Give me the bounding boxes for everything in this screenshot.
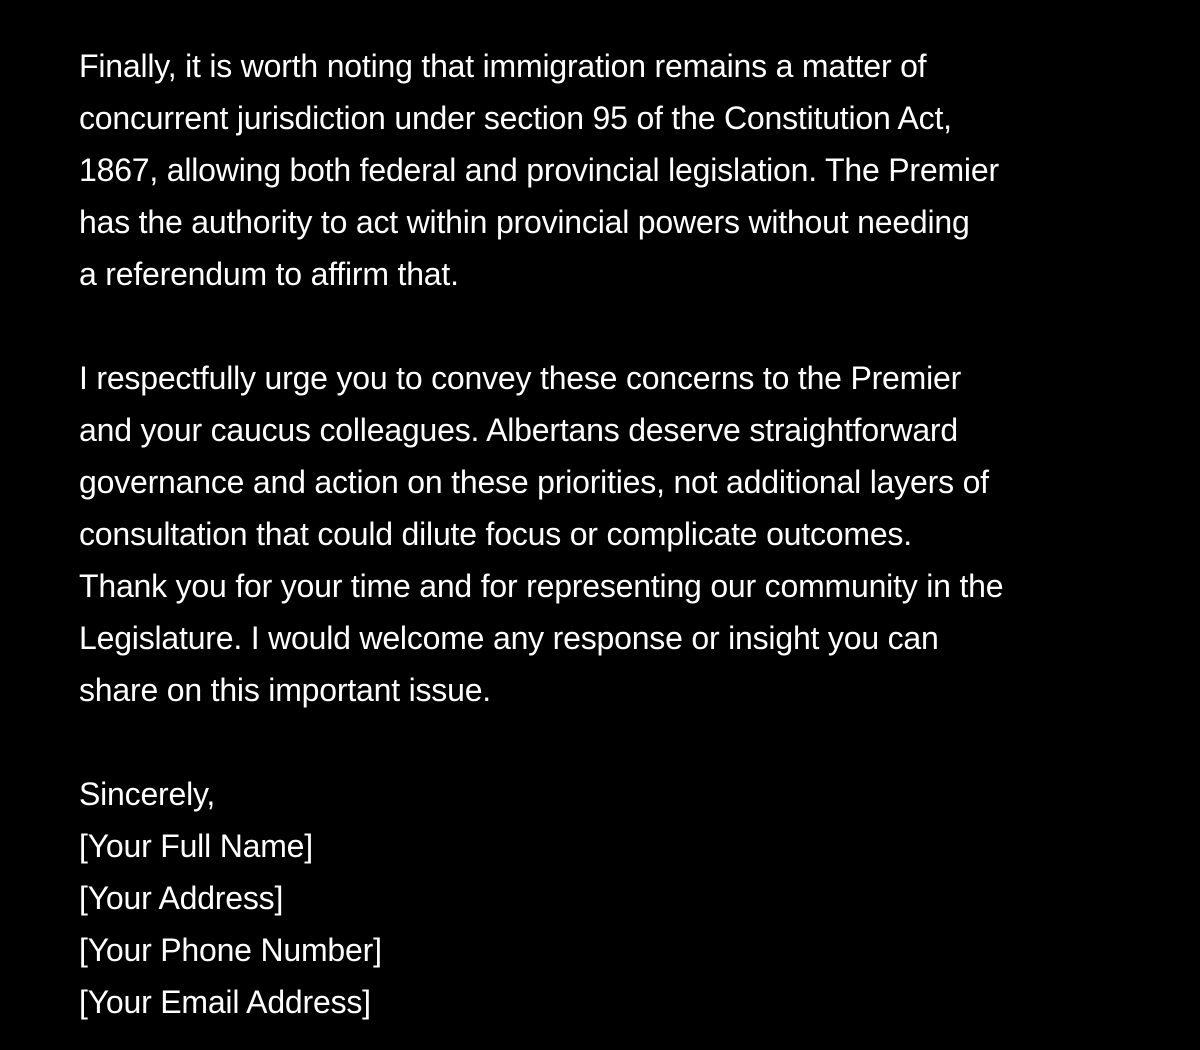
text-line: concurrent jurisdiction under section 95 of the Constitution Act, [79, 100, 952, 136]
text-line: and your caucus colleagues. Albertans deserve straightforward [79, 412, 958, 448]
text-line: has the authority to act within provincial powers without needing [79, 204, 970, 240]
text-line: a referendum to affirm that. [79, 256, 459, 292]
signature-address: [Your Address] [79, 880, 284, 916]
signature-phone: [Your Phone Number] [79, 932, 382, 968]
text-line: 1867, allowing both federal and provincial legislation. The Premier [79, 152, 999, 188]
text-line: I respectfully urge you to convey these concerns to the Premier [79, 360, 962, 396]
text-line: governance and action on these priorities, not additional layers of [79, 464, 989, 500]
text-line: consultation that could dilute focus or complicate outcomes. [79, 516, 912, 552]
signature-full-name: [Your Full Name] [79, 828, 313, 864]
text-line: Finally, it is worth noting that immigration remains a matter of [79, 48, 927, 84]
closing-salutation: Sincerely, [79, 776, 216, 812]
signature-block [79, 768, 1140, 1028]
text-line: share on this important issue. [79, 672, 491, 708]
signature-email: [Your Email Address] [79, 984, 371, 1020]
text-line: Legislature. I would welcome any response or insight you can [79, 620, 939, 656]
paragraph-immigration-jurisdiction [79, 40, 1140, 300]
text-line: Thank you for your time and for representing our community in the [79, 568, 1004, 604]
paragraph-request [79, 352, 1140, 716]
